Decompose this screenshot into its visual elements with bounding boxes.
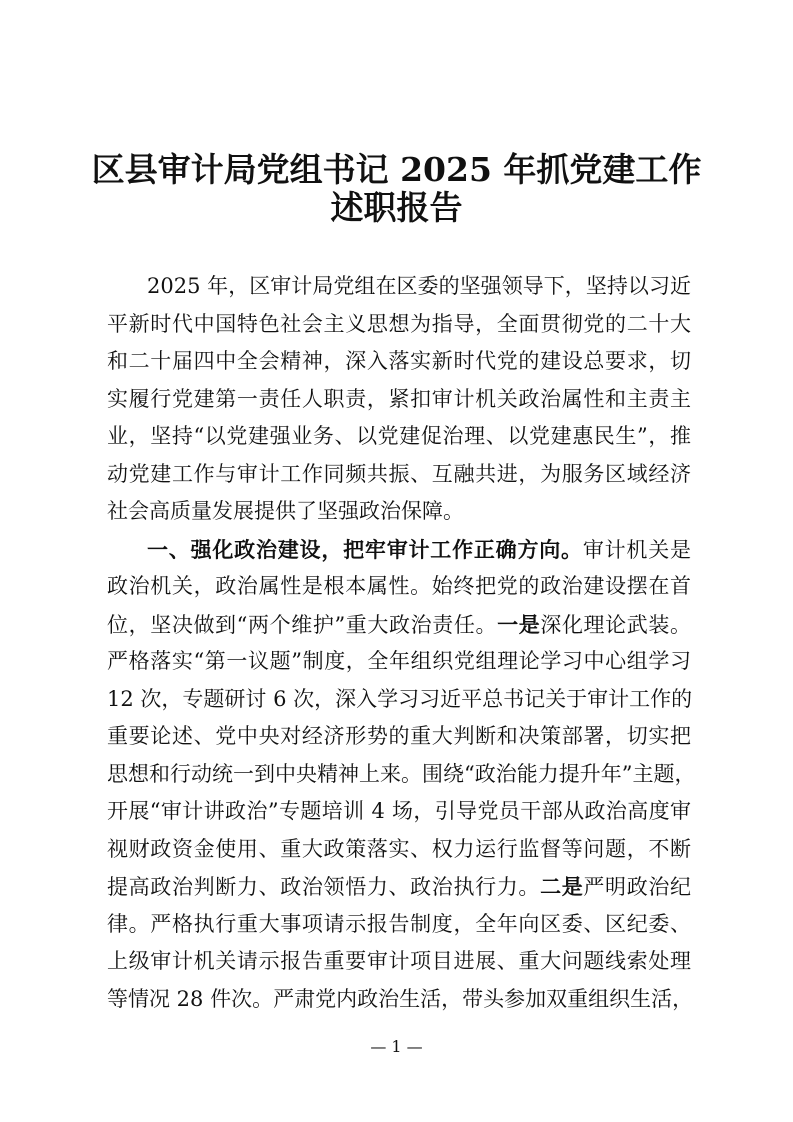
text-line <box>107 793 691 831</box>
text-segment: 和二十届四中全会精神，深入落实新时代党的建设总要求，切 <box>107 349 691 373</box>
text-segment: 思想和行动统一到中央精神上来。围绕“政治能力提升年”主题， <box>107 761 696 786</box>
text-segment: 业，坚持“以党建强业务、以党建促治理、以党建惠民生”，推 <box>107 424 691 448</box>
text-line <box>107 531 691 569</box>
text-line <box>107 568 691 606</box>
text-segment: 平新时代中国特色社会主义思想为指导，全面贯彻党的二十大 <box>107 311 691 336</box>
text-line <box>107 681 691 719</box>
text-line <box>107 418 691 456</box>
text-segment: 深化理论武装。 <box>540 612 691 637</box>
text-segment: 开展“审计讲政治”专题培训 4 场，引导党员干部从政治高度审 <box>107 799 691 823</box>
text-segment: 重要论述、党中央对经济形势的重大判断和决策部署，切实把 <box>107 724 691 748</box>
document-title-line-2: 述职报告 <box>330 188 463 227</box>
bold-text-segment: 一、强化政治建设，把牢审计工作正确方向。 <box>147 536 583 562</box>
text-line <box>107 943 691 981</box>
text-line <box>107 456 691 494</box>
text-line <box>107 981 694 1019</box>
text-segment: 2025 年，区审计局党组在区委的坚强领导下，坚持以习近 <box>147 274 691 298</box>
text-line <box>107 268 691 306</box>
text-segment: 视财政资金使用、重大政策落实、权力运行监督等问题，不断 <box>107 836 691 861</box>
text-segment: 严格落实“第一议题”制度，全年组织党组理论学习中心组学习 <box>107 649 691 673</box>
text-segment: 社会高质量发展提供了坚强政治保障。 <box>107 499 464 523</box>
text-line <box>107 718 691 756</box>
document-body <box>107 268 696 1018</box>
bold-text-segment: 一是 <box>497 611 541 637</box>
text-line <box>107 906 691 944</box>
page-number: — 1 — <box>370 1037 423 1056</box>
text-segment: 位，坚决做到“两个维护”重大政治责任。 <box>107 612 498 637</box>
text-segment: 政治机关，政治属性是根本属性。始终把党的政治建设摆在首 <box>107 574 691 598</box>
text-segment: 12 次，专题研讨 6 次，深入学习习近平总书记关于审计工作的 <box>107 686 693 711</box>
text-segment: 提高政治判断力、政治领悟力、政治执行力。 <box>107 875 541 899</box>
text-line <box>107 868 691 906</box>
text-segment: 严明政治纪 <box>583 875 692 899</box>
document-title-line-1: 区县审计局党组书记 2025 年抓党建工作 <box>91 150 702 189</box>
bold-text-segment: 二是 <box>540 874 584 899</box>
text-line <box>107 343 691 381</box>
text-line <box>107 381 691 419</box>
text-line <box>107 831 691 869</box>
text-line <box>107 606 691 644</box>
text-segment: 律。严格执行重大事项请示报告制度，全年向区委、区纪委、 <box>107 911 691 936</box>
text-line <box>107 306 691 344</box>
text-segment: 上级审计机关请示报告重要审计项目进展、重大问题线索处理 <box>107 949 691 973</box>
text-segment: 审计机关是 <box>582 537 692 562</box>
text-line <box>107 493 691 531</box>
text-segment: 等情况 28 件次。严肃党内政治生活，带头参加双重组织生活， <box>107 986 694 1011</box>
text-segment: 动党建工作与审计工作同频共振、互融共进，为服务区域经济 <box>107 461 691 486</box>
text-line <box>107 643 691 681</box>
text-line <box>107 756 696 794</box>
text-segment: 实履行党建第一责任人职责，紧扣审计机关政治属性和主责主 <box>107 386 691 411</box>
